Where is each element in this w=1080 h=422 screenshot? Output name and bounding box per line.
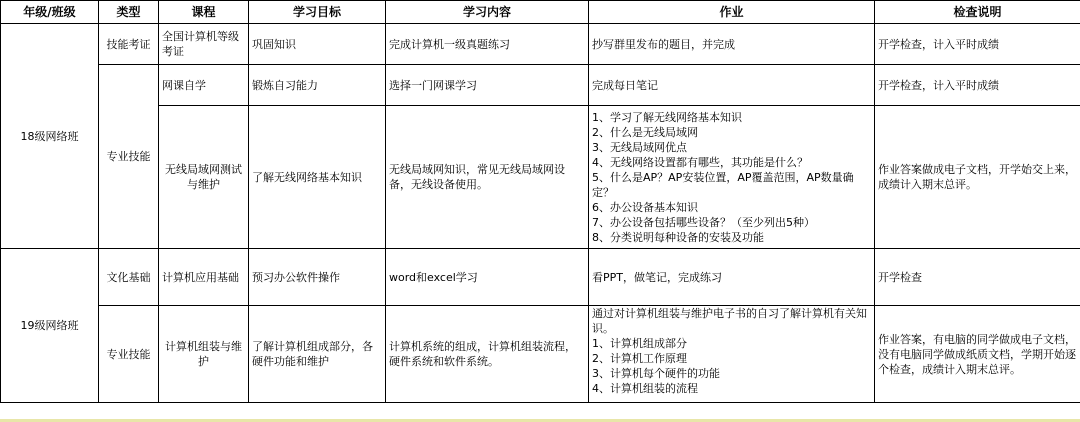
header-goal: 学习目标	[249, 1, 386, 24]
homework-line: 1、学习了解无线网络基本知识	[592, 110, 742, 124]
content-cell: 无线局域网知识，常见无线局域网设备，无线设备使用。	[386, 106, 589, 249]
homework-line: 完成每日笔记	[592, 78, 658, 92]
content-cell: word和excel学习	[386, 249, 589, 306]
check-cell: 开学检查	[875, 249, 1080, 306]
goal-cell: 了解无线网络基本知识	[249, 106, 386, 249]
grade-cell: 19级网络班	[1, 249, 99, 403]
course-cell: 计算机应用基础	[159, 249, 249, 306]
grade-cell: 18级网络班	[1, 24, 99, 249]
homework-line: 抄写群里发布的题目，并完成	[592, 37, 735, 51]
goal-cell: 巩固知识	[249, 24, 386, 65]
homework-line: 2、计算机工作原理	[592, 352, 687, 365]
course-cell: 网课自学	[159, 65, 249, 106]
homework-line: 通过对计算机组装与维护电子书的自习了解计算机有关知识。	[592, 307, 867, 335]
header-check: 检查说明	[875, 1, 1080, 24]
table-row	[1, 306, 1080, 403]
check-cell: 开学检查，计入平时成绩	[875, 24, 1080, 65]
course-cell: 计算机组装与维护	[159, 306, 249, 403]
table-row	[1, 106, 1080, 249]
homework-cell	[589, 24, 875, 65]
homework-line: 8、分类说明每种设备的安装及功能	[592, 230, 764, 244]
homework-line: 6、办公设备基本知识	[592, 200, 698, 214]
homework-line: 5、什么是AP？AP安装位置，AP覆盖范围，AP数量确定？	[592, 170, 854, 199]
check-cell: 开学检查，计入平时成绩	[875, 65, 1080, 106]
homework-cell	[589, 306, 875, 403]
homework-line: 3、计算机每个硬件的功能	[592, 367, 720, 380]
table-row	[1, 249, 1080, 306]
header-course: 课程	[159, 1, 249, 24]
course-cell: 无线局域网测试与维护	[159, 106, 249, 249]
content-cell: 计算机系统的组成，计算机组装流程，硬件系统和软件系统。	[386, 306, 589, 403]
table-row	[1, 65, 1080, 106]
table-row	[1, 24, 1080, 65]
type-cell: 专业技能	[99, 65, 159, 249]
header-content: 学习内容	[386, 1, 589, 24]
check-cell: 作业答案做成电子文档，开学始交上来，成绩计入期末总评。	[875, 106, 1080, 249]
homework-cell	[589, 65, 875, 106]
content-cell: 选择一门网课学习	[386, 65, 589, 106]
homework-cell	[589, 106, 875, 249]
homework-line: 7、办公设备包括哪些设备？（至少列出5种）	[592, 215, 815, 229]
course-cell: 全国计算机等级考证	[159, 24, 249, 65]
type-cell: 文化基础	[99, 249, 159, 306]
content-cell: 完成计算机一级真题练习	[386, 24, 589, 65]
goal-cell: 锻炼自习能力	[249, 65, 386, 106]
check-cell: 作业答案，有电脑的同学做成电子文档，没有电脑同学做成纸质文档，学期开始逐个检查，成绩计入期末总评。	[875, 306, 1080, 403]
homework-line: 3、无线局域网优点	[592, 140, 687, 154]
type-cell: 专业技能	[99, 306, 159, 403]
header-row	[1, 1, 1080, 24]
homework-line: 2、什么是无线局域网	[592, 125, 698, 139]
header-homework: 作业	[589, 1, 875, 24]
header-type: 类型	[99, 1, 159, 24]
homework-line: 1、计算机组成部分	[592, 337, 687, 350]
homework-line: 4、计算机组装的流程	[592, 382, 698, 395]
type-cell: 技能考证	[99, 24, 159, 65]
homework-line: 看PPT，做笔记，完成练习	[592, 270, 722, 284]
goal-cell: 了解计算机组成部分，各硬件功能和维护	[249, 306, 386, 403]
homework-cell	[589, 249, 875, 306]
goal-cell: 预习办公软件操作	[249, 249, 386, 306]
homework-line: 4、无线网络设置都有哪些，其功能是什么？	[592, 155, 808, 169]
header-grade: 年级/班级	[1, 1, 99, 24]
